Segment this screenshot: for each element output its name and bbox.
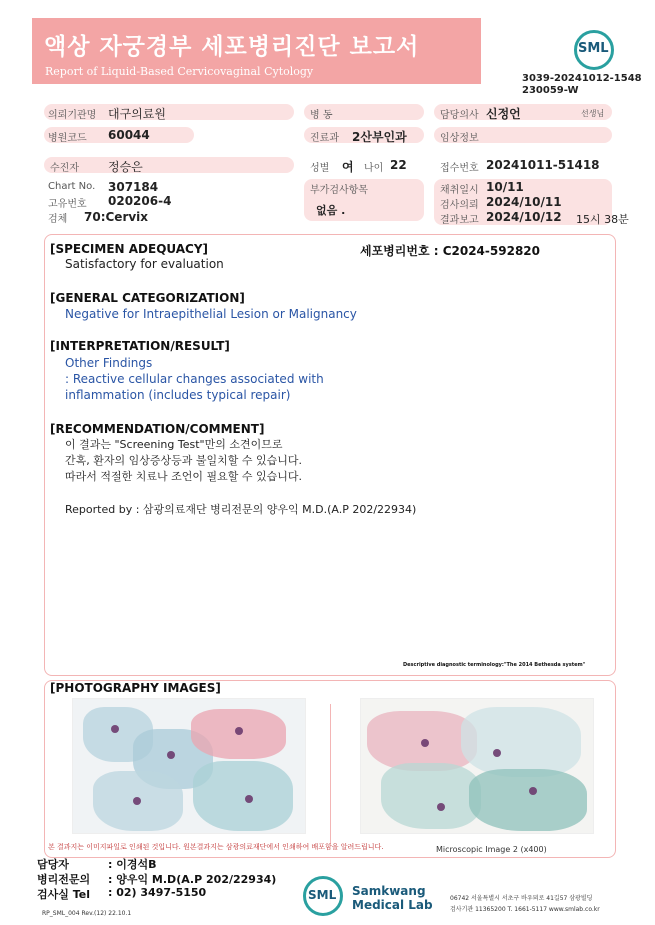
age-value: 22 — [390, 158, 407, 172]
age-label: 나이 — [364, 163, 384, 174]
photo-divider — [330, 704, 331, 844]
image2-caption: Microscopic Image 2 (x400) — [436, 845, 547, 854]
document-number-line2: 230059-W — [522, 85, 579, 96]
doctor-value: 신정언 — [486, 107, 521, 121]
microscopic-image-1 — [72, 698, 306, 834]
manager-label: 담당자 — [37, 858, 69, 871]
cyto-number: 세포병리번호 : C2024-592820 — [360, 244, 540, 258]
institution-label: 의뢰기관명 — [48, 110, 97, 121]
form-code: RP_SML_004 Rev.(12) 22.10.1 — [42, 910, 132, 917]
manager-value: : 이경석B — [108, 858, 157, 871]
requested-label: 검사의뢰 — [440, 200, 479, 211]
interpretation-line2: : Reactive cellular changes associated with — [65, 372, 324, 386]
interpretation-line3: inflammation (includes typical repair) — [65, 388, 291, 402]
collected-value: 10/11 — [486, 180, 524, 194]
ward-label: 병 동 — [310, 110, 333, 121]
unique-label: 고유번호 — [48, 199, 87, 210]
reported-by: Reported by : 삼광의료재단 병리전문의 양우익 M.D.(A.P 202/22934) — [65, 503, 417, 516]
reported-time: 15시 38분 — [576, 213, 629, 226]
adequacy-heading: [SPECIMEN ADEQUACY] — [50, 242, 209, 256]
interpretation-line1: Other Findings — [65, 356, 153, 370]
clinical-info-label: 임상정보 — [440, 133, 479, 144]
dept-label: 진료과 — [310, 133, 339, 144]
sml-logo-text: SML — [578, 41, 609, 56]
recommendation-line2: 간혹, 환자의 임상증상등과 불일치할 수 있습니다. — [65, 454, 302, 467]
doctor-suffix: 선생님 — [581, 109, 605, 118]
document-number — [522, 73, 642, 97]
general-text: Negative for Intraepithelial Lesion or Malignancy — [65, 307, 357, 321]
pathologist-label: 병리전문의 — [37, 873, 91, 886]
hospital-code-label: 병원코드 — [48, 133, 87, 144]
patient-label: 수진자 — [50, 163, 79, 174]
terminology-note: Descriptive diagnostic terminology:"The 2014 Bethesda system" — [403, 662, 586, 668]
hospital-code-value: 60044 — [108, 128, 150, 142]
institution-value: 대구의료원 — [108, 107, 166, 121]
microscopic-image-2 — [360, 698, 594, 834]
receipt-value: 20241011-51418 — [486, 158, 600, 172]
reported-value: 2024/10/12 — [486, 210, 562, 224]
general-heading: [GENERAL CATEGORIZATION] — [50, 291, 245, 305]
recommendation-heading: [RECOMMENDATION/COMMENT] — [50, 422, 265, 436]
adequacy-text: Satisfactory for evaluation — [65, 257, 224, 271]
dept-value: 2산부인과 — [352, 130, 407, 144]
company-name-line1: Samkwang — [352, 884, 426, 898]
additional-label: 부가검사항목 — [310, 185, 368, 196]
requested-value: 2024/10/11 — [486, 195, 562, 209]
report-title: 액상 자궁경부 세포병리진단 보고서 — [44, 34, 420, 60]
specimen-value: 70:Cervix — [84, 210, 149, 224]
lab-tel-value: : 02) 3497-5150 — [108, 886, 207, 899]
sex-label: 성별 — [310, 163, 330, 174]
chart-value: 307184 — [108, 180, 159, 194]
doctor-label: 담당의사 — [440, 110, 479, 121]
address-line2: 검사기관 11365200 T. 1661-5117 www.smlab.co.kr — [450, 906, 600, 913]
recommendation-line3: 따라서 적절한 치료나 조언이 필요할 수 있습니다. — [65, 470, 302, 483]
patient-pill — [44, 157, 294, 173]
footer-logo-text: SML — [308, 888, 337, 902]
additional-value: 없음 . — [316, 204, 346, 217]
chart-label: Chart No. — [48, 181, 96, 192]
footer-note: 본 결과지는 이미지파일로 인쇄된 것입니다. 원본결과지는 삼광의료재단에서 인쇄하여 배포함을 알려드립니다. — [48, 843, 384, 851]
receipt-label: 접수번호 — [440, 163, 479, 174]
lab-tel-label: 검사실 Tel — [37, 888, 90, 901]
sex-value: 여 — [342, 160, 354, 174]
document-number-line1: 3039-20241012-1548 — [522, 73, 642, 84]
patient-value: 정승은 — [108, 160, 143, 174]
specimen-label: 검체 — [48, 214, 68, 225]
photography-heading: [PHOTOGRAPHY IMAGES] — [50, 681, 221, 695]
unique-value: 020206-4 — [108, 194, 172, 208]
recommendation-line1: 이 결과는 "Screening Test"만의 소견이므로 — [65, 438, 283, 451]
interpretation-heading: [INTERPRETATION/RESULT] — [50, 339, 230, 353]
address-line1: 06742 서울특별시 서초구 바우뫼로 41길57 삼광빌딩 — [450, 895, 593, 902]
report-subtitle: Report of Liquid-Based Cervicovaginal Cytology — [45, 65, 314, 78]
company-name-line2: Medical Lab — [352, 898, 433, 912]
collected-label: 채취일시 — [440, 185, 479, 196]
reported-label: 결과보고 — [440, 215, 479, 226]
pathologist-value: : 양우익 M.D(A.P 202/22934) — [108, 873, 277, 886]
